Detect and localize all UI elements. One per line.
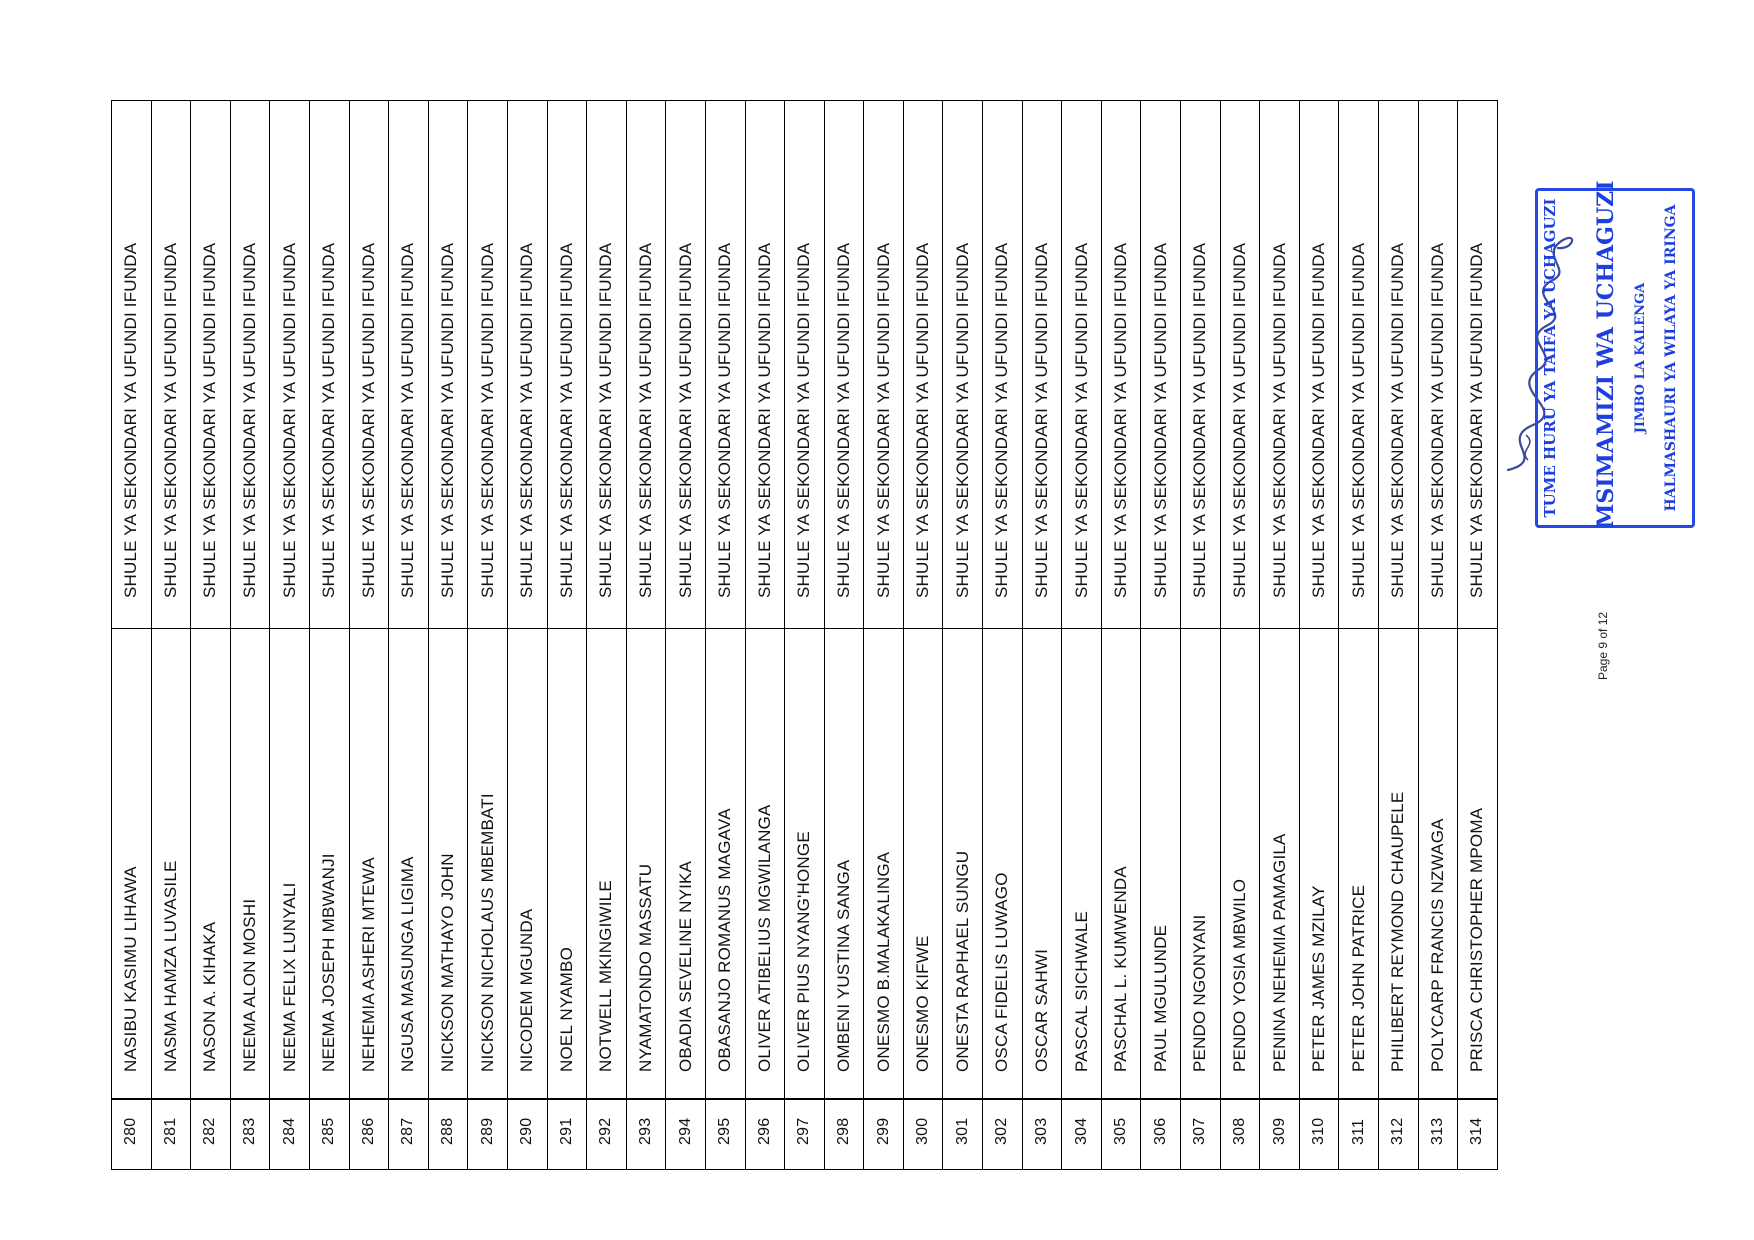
number-cell <box>666 1099 705 1169</box>
table-row <box>1300 100 1340 1170</box>
school-cell-text: SHULE YA SEKONDARI YA UFUNDI IFUNDA <box>398 242 418 598</box>
number-cell <box>191 1099 230 1169</box>
number-cell <box>825 1099 864 1169</box>
name-cell-text: PETER JAMES MZILAY <box>1309 885 1329 1072</box>
number-cell <box>508 1099 547 1169</box>
name-cell <box>587 629 626 1099</box>
table-row <box>1023 100 1063 1170</box>
number-cell <box>1141 1099 1180 1169</box>
school-cell <box>270 101 309 629</box>
number-cell <box>864 1099 903 1169</box>
school-cell-text: SHULE YA SEKONDARI YA UFUNDI IFUNDA <box>200 242 220 598</box>
name-cell <box>389 629 428 1099</box>
name-cell-text: ONESMO B.MALAKALINGA <box>873 851 893 1072</box>
name-cell-text: POLYCARP FRANCIS NZWAGA <box>1427 818 1447 1072</box>
name-cell-text: NEEMA FELIX LUNYALI <box>279 882 299 1072</box>
number-cell-text: 314 <box>1468 1117 1486 1145</box>
school-cell <box>1419 101 1458 629</box>
number-cell-text: 284 <box>280 1117 298 1145</box>
school-cell <box>1260 101 1299 629</box>
name-cell <box>1458 629 1497 1099</box>
number-cell <box>152 1099 191 1169</box>
school-cell-text: SHULE YA SEKONDARI YA UFUNDI IFUNDA <box>1309 242 1329 598</box>
number-cell-text: 300 <box>914 1117 932 1145</box>
name-cell <box>152 629 191 1099</box>
school-cell-text: SHULE YA SEKONDARI YA UFUNDI IFUNDA <box>477 242 497 598</box>
name-cell <box>1300 629 1339 1099</box>
school-cell-text: SHULE YA SEKONDARI YA UFUNDI IFUNDA <box>952 242 972 598</box>
name-cell <box>943 629 982 1099</box>
school-cell-text: SHULE YA SEKONDARI YA UFUNDI IFUNDA <box>1348 242 1368 598</box>
number-cell <box>429 1099 468 1169</box>
number-cell-text: 301 <box>953 1117 971 1145</box>
number-cell <box>746 1099 785 1169</box>
school-cell <box>943 101 982 629</box>
official-stamp <box>1535 180 1695 528</box>
school-cell <box>310 101 349 629</box>
table-row <box>1339 100 1379 1170</box>
name-cell <box>310 629 349 1099</box>
name-cell-text: PETER JOHN PATRICE <box>1348 884 1368 1072</box>
school-cell-text: SHULE YA SEKONDARI YA UFUNDI IFUNDA <box>358 242 378 598</box>
name-cell <box>508 629 547 1099</box>
number-cell-text: 312 <box>1389 1117 1407 1145</box>
number-cell-text: 306 <box>1151 1117 1169 1145</box>
name-cell <box>270 629 309 1099</box>
table-row <box>112 100 152 1170</box>
name-cell <box>627 629 666 1099</box>
number-cell <box>389 1099 428 1169</box>
school-cell <box>429 101 468 629</box>
school-cell-text: SHULE YA SEKONDARI YA UFUNDI IFUNDA <box>279 242 299 598</box>
school-cell-text: SHULE YA SEKONDARI YA UFUNDI IFUNDA <box>160 242 180 598</box>
table-row <box>746 100 786 1170</box>
table-row <box>1260 100 1300 1170</box>
school-cell <box>152 101 191 629</box>
school-cell-text: SHULE YA SEKONDARI YA UFUNDI IFUNDA <box>240 242 260 598</box>
name-cell-text: NICKSON MATHAYO JOHN <box>438 853 458 1072</box>
number-cell <box>1379 1099 1418 1169</box>
number-cell-text: 288 <box>439 1117 457 1145</box>
table-row <box>1221 100 1261 1170</box>
school-cell-text: SHULE YA SEKONDARI YA UFUNDI IFUNDA <box>913 242 933 598</box>
name-cell-text: OLIVER PIUS NYANG'HONGE <box>794 831 814 1072</box>
name-cell <box>468 629 507 1099</box>
school-cell-text: SHULE YA SEKONDARI YA UFUNDI IFUNDA <box>754 242 774 598</box>
name-cell <box>1023 629 1062 1099</box>
table-row <box>587 100 627 1170</box>
name-cell <box>785 629 824 1099</box>
number-cell <box>270 1099 309 1169</box>
name-cell <box>231 629 270 1099</box>
school-cell <box>231 101 270 629</box>
number-cell <box>1102 1099 1141 1169</box>
school-cell-text: SHULE YA SEKONDARI YA UFUNDI IFUNDA <box>1071 242 1091 598</box>
number-cell <box>1260 1099 1299 1169</box>
school-cell-text: SHULE YA SEKONDARI YA UFUNDI IFUNDA <box>121 242 141 598</box>
school-cell <box>1221 101 1260 629</box>
school-cell <box>350 101 389 629</box>
name-cell <box>429 629 468 1099</box>
number-cell-text: 294 <box>676 1117 694 1145</box>
number-cell <box>1062 1099 1101 1169</box>
table-row <box>270 100 310 1170</box>
number-cell <box>350 1099 389 1169</box>
name-cell <box>825 629 864 1099</box>
name-cell-text: NEHEMIA ASHERI MTEWA <box>358 857 378 1072</box>
number-cell-text: 289 <box>478 1117 496 1145</box>
number-cell-text: 302 <box>993 1117 1011 1145</box>
name-cell-text: OBASANJO ROMANUS MAGAVA <box>715 808 735 1072</box>
number-cell-text: 283 <box>241 1117 259 1145</box>
number-cell <box>1181 1099 1220 1169</box>
name-cell-text: PHILIBERT REYMOND CHAUPELE <box>1388 791 1408 1072</box>
name-cell-text: PRISCA CHRISTOPHER MPOMA <box>1467 807 1487 1072</box>
school-cell <box>746 101 785 629</box>
school-cell <box>191 101 230 629</box>
name-cell <box>350 629 389 1099</box>
name-cell <box>864 629 903 1099</box>
number-cell <box>1300 1099 1339 1169</box>
number-cell <box>1458 1099 1497 1169</box>
number-cell <box>627 1099 666 1169</box>
name-cell-text: NEEMA JOSEPH MBWANJI <box>319 853 339 1072</box>
number-cell-text: 292 <box>597 1117 615 1145</box>
school-cell <box>548 101 587 629</box>
number-cell-text: 285 <box>320 1117 338 1145</box>
number-cell-text: 297 <box>795 1117 813 1145</box>
school-cell-text: SHULE YA SEKONDARI YA UFUNDI IFUNDA <box>1190 242 1210 598</box>
page-number: Page 9 of 12 <box>1596 611 1610 680</box>
number-cell-text: 291 <box>557 1117 575 1145</box>
table-row <box>864 100 904 1170</box>
name-cell-text: NICODEM MGUNDA <box>517 908 537 1072</box>
school-cell-text: SHULE YA SEKONDARI YA UFUNDI IFUNDA <box>1467 242 1487 598</box>
stamp-line-3: JIMBO LA KALENGA <box>1633 282 1648 434</box>
table-row <box>706 100 746 1170</box>
voter-register-table <box>111 100 1498 1170</box>
number-cell <box>904 1099 943 1169</box>
school-cell-text: SHULE YA SEKONDARI YA UFUNDI IFUNDA <box>794 242 814 598</box>
number-cell-text: 309 <box>1270 1117 1288 1145</box>
number-cell <box>468 1099 507 1169</box>
school-cell <box>1141 101 1180 629</box>
school-cell-text: SHULE YA SEKONDARI YA UFUNDI IFUNDA <box>438 242 458 598</box>
school-cell-text: SHULE YA SEKONDARI YA UFUNDI IFUNDA <box>319 242 339 598</box>
school-cell <box>1062 101 1101 629</box>
name-cell <box>983 629 1022 1099</box>
name-cell-text: PASCHAL L. KUMWENDA <box>1111 866 1131 1072</box>
table-row <box>191 100 231 1170</box>
table-row <box>1419 100 1459 1170</box>
table-row <box>666 100 706 1170</box>
school-cell-text: SHULE YA SEKONDARI YA UFUNDI IFUNDA <box>873 242 893 598</box>
name-cell <box>548 629 587 1099</box>
name-cell-text: OMBENI YUSTINA SANGA <box>833 859 853 1072</box>
number-cell <box>548 1099 587 1169</box>
school-cell-text: SHULE YA SEKONDARI YA UFUNDI IFUNDA <box>636 242 656 598</box>
number-cell <box>943 1099 982 1169</box>
school-cell-text: SHULE YA SEKONDARI YA UFUNDI IFUNDA <box>517 242 537 598</box>
table-row <box>904 100 944 1170</box>
number-cell <box>1339 1099 1378 1169</box>
number-cell-text: 304 <box>1072 1117 1090 1145</box>
school-cell <box>468 101 507 629</box>
school-cell-text: SHULE YA SEKONDARI YA UFUNDI IFUNDA <box>1269 242 1289 598</box>
name-cell <box>191 629 230 1099</box>
school-cell <box>983 101 1022 629</box>
name-cell-text: NASMA HAMZA LUVASILE <box>160 860 180 1072</box>
table-row <box>310 100 350 1170</box>
number-cell-text: 311 <box>1349 1118 1367 1145</box>
name-cell-text: NGUSA MASUNGA LIGIMA <box>398 856 418 1072</box>
school-cell <box>1339 101 1378 629</box>
number-cell <box>785 1099 824 1169</box>
school-cell <box>627 101 666 629</box>
table-row <box>508 100 548 1170</box>
number-cell <box>310 1099 349 1169</box>
number-cell-text: 282 <box>201 1117 219 1145</box>
number-cell-text: 287 <box>399 1117 417 1145</box>
table-row <box>983 100 1023 1170</box>
table-row <box>627 100 667 1170</box>
name-cell-text: NEEMA ALON MOSHI <box>240 898 260 1072</box>
name-cell <box>1419 629 1458 1099</box>
number-cell <box>1023 1099 1062 1169</box>
name-cell <box>1102 629 1141 1099</box>
table-row <box>785 100 825 1170</box>
table-row <box>152 100 192 1170</box>
table-row <box>429 100 469 1170</box>
name-cell-text: NOEL NYAMBO <box>556 946 576 1072</box>
school-cell-text: SHULE YA SEKONDARI YA UFUNDI IFUNDA <box>992 242 1012 598</box>
name-cell-text: PAUL MGULUNDE <box>1150 924 1170 1072</box>
school-cell <box>785 101 824 629</box>
number-cell-text: 295 <box>716 1117 734 1145</box>
school-cell-text: SHULE YA SEKONDARI YA UFUNDI IFUNDA <box>715 242 735 598</box>
number-cell-text: 296 <box>755 1117 773 1145</box>
name-cell-text: NASIBU KASIMU LIHAWA <box>121 866 141 1072</box>
name-cell-text: OSCAR SAHWI <box>1031 948 1051 1072</box>
school-cell <box>587 101 626 629</box>
name-cell-text: NASON A. KIHAKA <box>200 921 220 1072</box>
number-cell-text: 290 <box>518 1117 536 1145</box>
name-cell-text: OLIVER ATIBELIUS MGWILANGA <box>754 804 774 1072</box>
name-cell-text: NOTWELL MKINGIWILE <box>596 880 616 1072</box>
table-row <box>350 100 390 1170</box>
school-cell <box>1379 101 1418 629</box>
school-cell <box>112 101 151 629</box>
name-cell <box>1062 629 1101 1099</box>
name-cell-text: ONESTA RAPHAEL SUNGU <box>952 850 972 1072</box>
number-cell-text: 308 <box>1230 1117 1248 1145</box>
school-cell <box>666 101 705 629</box>
school-cell <box>1102 101 1141 629</box>
number-cell <box>587 1099 626 1169</box>
table-row <box>1062 100 1102 1170</box>
table-row <box>548 100 588 1170</box>
table-row <box>825 100 865 1170</box>
school-cell-text: SHULE YA SEKONDARI YA UFUNDI IFUNDA <box>596 242 616 598</box>
table-row <box>1141 100 1181 1170</box>
table-row <box>389 100 429 1170</box>
number-cell-text: 305 <box>1112 1117 1130 1145</box>
table-row <box>1181 100 1221 1170</box>
name-cell-text: PASCAL SICHWALE <box>1071 910 1091 1072</box>
school-cell <box>706 101 745 629</box>
name-cell <box>904 629 943 1099</box>
number-cell-text: 293 <box>637 1117 655 1145</box>
number-cell-text: 299 <box>874 1117 892 1145</box>
number-cell-text: 286 <box>359 1117 377 1145</box>
name-cell-text: PENDO NGONYANI <box>1190 914 1210 1072</box>
school-cell-text: SHULE YA SEKONDARI YA UFUNDI IFUNDA <box>675 242 695 598</box>
name-cell <box>112 629 151 1099</box>
number-cell-text: 310 <box>1310 1117 1328 1145</box>
school-cell <box>864 101 903 629</box>
school-cell <box>389 101 428 629</box>
number-cell <box>1419 1099 1458 1169</box>
name-cell <box>1379 629 1418 1099</box>
school-cell <box>1300 101 1339 629</box>
school-cell-text: SHULE YA SEKONDARI YA UFUNDI IFUNDA <box>1111 242 1131 598</box>
table-row <box>1379 100 1419 1170</box>
name-cell <box>666 629 705 1099</box>
school-cell-text: SHULE YA SEKONDARI YA UFUNDI IFUNDA <box>556 242 576 598</box>
table-row <box>468 100 508 1170</box>
name-cell <box>1221 629 1260 1099</box>
number-cell <box>1221 1099 1260 1169</box>
stamp-line-1: TUME HURU YA TAIFA YA UCHAGUZI <box>1541 198 1559 518</box>
number-cell <box>706 1099 745 1169</box>
number-cell-text: 303 <box>1032 1117 1050 1145</box>
name-cell <box>706 629 745 1099</box>
number-cell-text: 313 <box>1428 1117 1446 1145</box>
school-cell <box>1181 101 1220 629</box>
name-cell <box>1260 629 1299 1099</box>
school-cell <box>825 101 864 629</box>
name-cell <box>1141 629 1180 1099</box>
name-cell-text: PENINA NEHEMIA PAMAGILA <box>1269 833 1289 1072</box>
name-cell <box>1181 629 1220 1099</box>
number-cell-text: 281 <box>161 1117 179 1145</box>
number-cell-text: 307 <box>1191 1117 1209 1145</box>
name-cell-text: NYAMATONDO MASSATU <box>636 863 656 1072</box>
school-cell <box>1023 101 1062 629</box>
name-cell <box>746 629 785 1099</box>
school-cell-text: SHULE YA SEKONDARI YA UFUNDI IFUNDA <box>1427 242 1447 598</box>
school-cell-text: SHULE YA SEKONDARI YA UFUNDI IFUNDA <box>1150 242 1170 598</box>
table-row <box>1102 100 1142 1170</box>
name-cell-text: PENDO YOSIA MBWILO <box>1229 878 1249 1072</box>
name-cell-text: NICKSON NICHOLAUS MBEMBATI <box>477 793 497 1072</box>
name-cell-text: OSCA FIDELIS LUWAGO <box>992 872 1012 1072</box>
number-cell <box>112 1099 151 1169</box>
number-cell-text: 298 <box>834 1117 852 1145</box>
name-cell-text: ONESMO KIFWE <box>913 935 933 1072</box>
school-cell-text: SHULE YA SEKONDARI YA UFUNDI IFUNDA <box>1388 242 1408 598</box>
stamp-line-2: MSIMAMIZI WA UCHAGUZI <box>1593 180 1619 528</box>
school-cell <box>904 101 943 629</box>
stamp-line-4: HALMASHAURI YA WILAYA YA IRINGA <box>1663 204 1679 512</box>
number-cell <box>983 1099 1022 1169</box>
number-cell-text: 280 <box>122 1117 140 1145</box>
table-row <box>231 100 271 1170</box>
table-row <box>943 100 983 1170</box>
name-cell <box>1339 629 1378 1099</box>
number-cell <box>231 1099 270 1169</box>
school-cell-text: SHULE YA SEKONDARI YA UFUNDI IFUNDA <box>833 242 853 598</box>
school-cell-text: SHULE YA SEKONDARI YA UFUNDI IFUNDA <box>1229 242 1249 598</box>
school-cell <box>508 101 547 629</box>
name-cell-text: OBADIA SEVELINE NYIKA <box>675 860 695 1072</box>
school-cell-text: SHULE YA SEKONDARI YA UFUNDI IFUNDA <box>1031 242 1051 598</box>
